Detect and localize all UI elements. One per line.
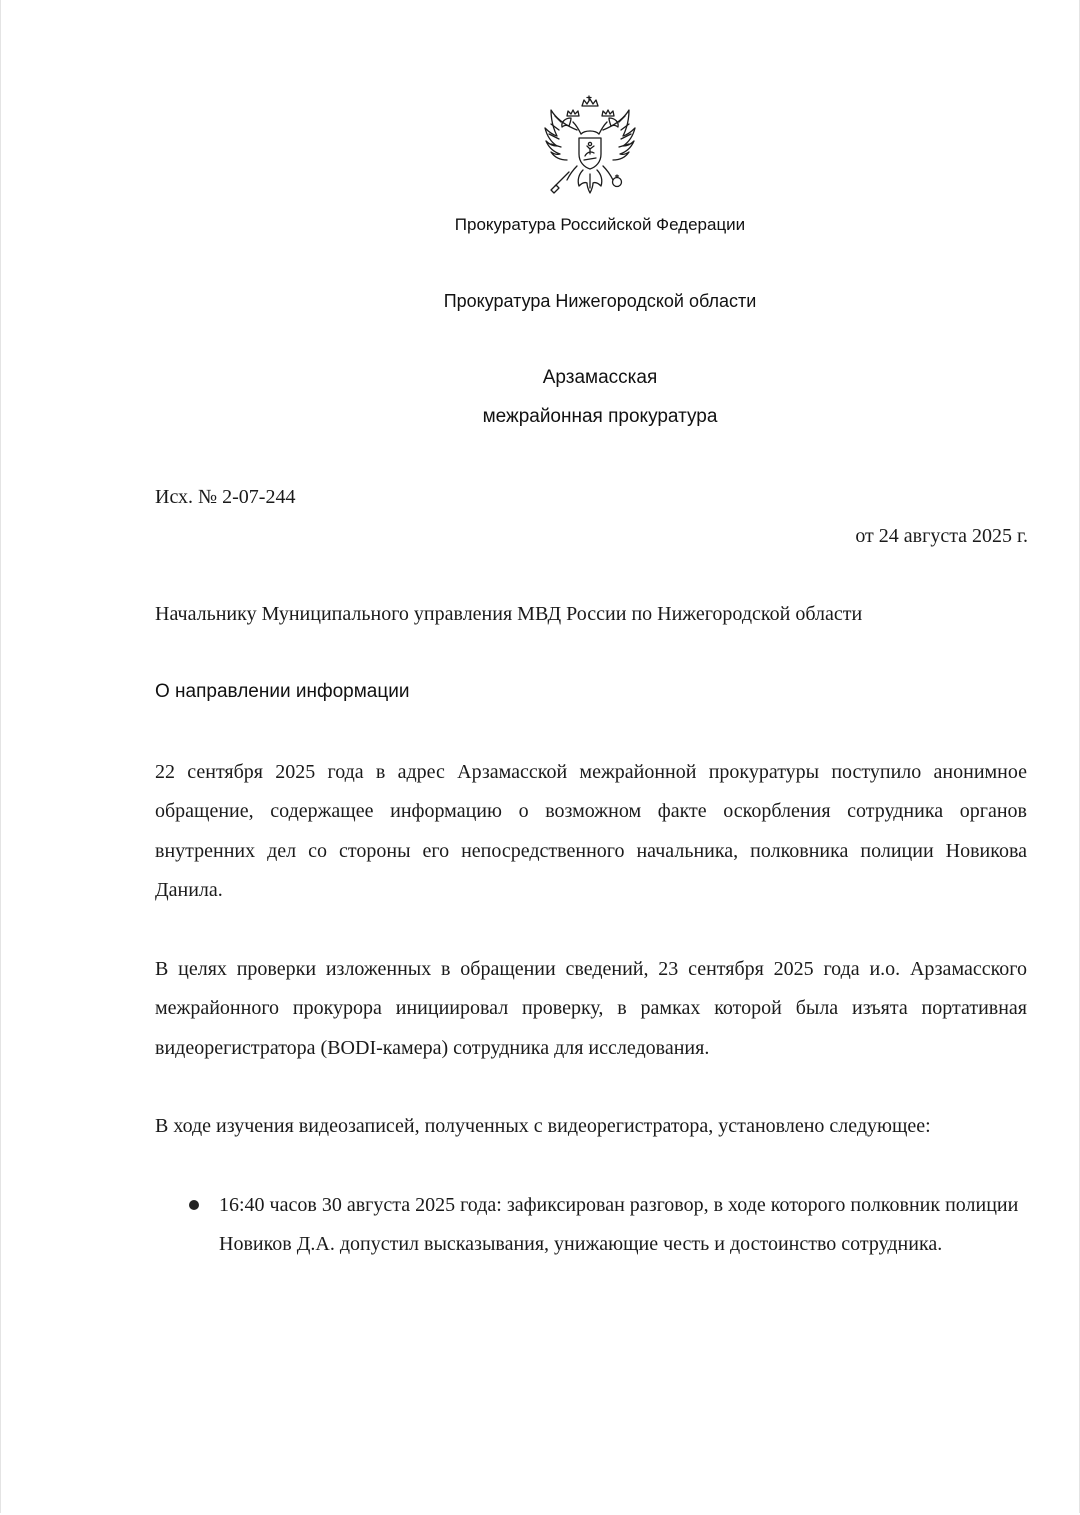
header-federation: Прокуратура Российской Федерации	[454, 215, 746, 234]
body-paragraph-1: 22 сентября 2025 года в адрес Арзамасской межрайонной прокуратуры поступило анонимное обращение, содержащее информацию о возможном факте оскорбления сотрудника органов внутренних дел со стороны его непосредственного начальника, полковника полиции Новикова Данила.	[155, 761, 1027, 901]
outgoing-number: Исх. № 2-07-244	[155, 486, 296, 508]
document-date: от 24 августа 2025 г.	[855, 525, 1028, 547]
header-office-line2: межрайонная прокуратура	[482, 406, 718, 427]
coat-of-arms-emblem	[537, 94, 643, 202]
body-paragraph-2: В целях проверки изложенных в обращении сведений, 23 сентября 2025 года и.о. Арзамасского межрайонного прокурора инициировал проверку, в рамках которой была изъята портативная видеорегистратора (BODI-камера) сотрудника для исследования.	[155, 958, 1027, 1059]
header-office-line1: Арзамасская	[542, 367, 658, 388]
body-paragraph-3: В ходе изучения видеозаписей, полученных с видеорегистратора, установлено следующее:	[155, 1115, 931, 1137]
subject-line: О направлении информации	[155, 681, 410, 702]
bullet-text: 16:40 часов 30 августа 2025 года: зафиксирован разговор, в ходе которого полковник полиции Новиков Д.А. допустил высказывания, унижающие честь и достоинство сотрудника.	[219, 1194, 1019, 1256]
header-region: Прокуратура Нижегородской области	[443, 291, 757, 311]
addressee: Начальнику Муниципального управления МВД России по Нижегородской области	[155, 603, 863, 625]
bullet-dot-icon	[189, 1200, 199, 1210]
